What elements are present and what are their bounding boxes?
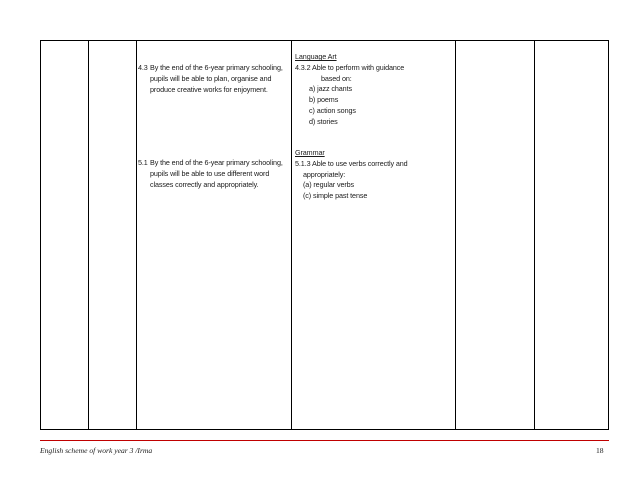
list-text: poems <box>317 95 339 105</box>
page-number: 18 <box>596 446 604 455</box>
list-marker: (a) <box>303 180 312 190</box>
objective-line <box>295 63 453 74</box>
list-marker: (c) <box>303 191 312 201</box>
objective-text-continued: based on: <box>321 73 352 83</box>
column-divider <box>88 41 89 429</box>
objective-line-continued <box>295 170 453 181</box>
objective-line <box>295 159 453 170</box>
list-item <box>295 180 453 191</box>
column-divider <box>136 41 137 429</box>
footer-title: English scheme of work year 3 /Irma <box>40 446 153 455</box>
standard-text: By the end of the 6-year primary schooling, pupils will be able to use different word classes correctly and appropriately. <box>150 158 283 189</box>
column-divider <box>455 41 456 429</box>
list-item <box>295 191 453 202</box>
list-text: simple past tense <box>313 191 368 201</box>
objective-number: 4.3.2 <box>295 62 311 72</box>
list-item <box>295 117 453 128</box>
language-art-section <box>295 52 453 128</box>
list-text: jazz chants <box>317 84 352 94</box>
section-heading: Language Art <box>295 52 337 61</box>
column-divider <box>291 41 292 429</box>
grammar-section <box>295 148 453 202</box>
objective-text: Able to perform with guidance <box>312 62 405 72</box>
list-text: action songs <box>316 105 356 115</box>
standard-number: 5.1 <box>138 158 148 167</box>
list-item <box>295 106 453 117</box>
objective-text: Able to use verbs correctly and <box>312 158 408 168</box>
objective-text-continued: appropriately: <box>303 169 346 179</box>
section-heading: Grammar <box>295 148 325 157</box>
standard-text: By the end of the 6-year primary schooling, pupils will be able to plan, organise and produce creative works for enjoyment. <box>150 63 283 94</box>
list-item <box>295 84 453 95</box>
objective-number: 5.1.3 <box>295 158 311 168</box>
list-text: regular verbs <box>313 180 355 190</box>
list-text: stories <box>317 116 338 126</box>
footer-rule <box>40 440 609 441</box>
list-marker: a) <box>309 84 316 94</box>
column-divider <box>534 41 535 429</box>
objective-line-continued <box>295 74 453 85</box>
list-marker: b) <box>309 95 316 105</box>
standard-number: 4.3 <box>138 63 148 72</box>
list-marker: d) <box>309 116 316 126</box>
list-item <box>295 95 453 106</box>
list-marker: c) <box>309 105 315 115</box>
scheme-table <box>40 40 609 430</box>
